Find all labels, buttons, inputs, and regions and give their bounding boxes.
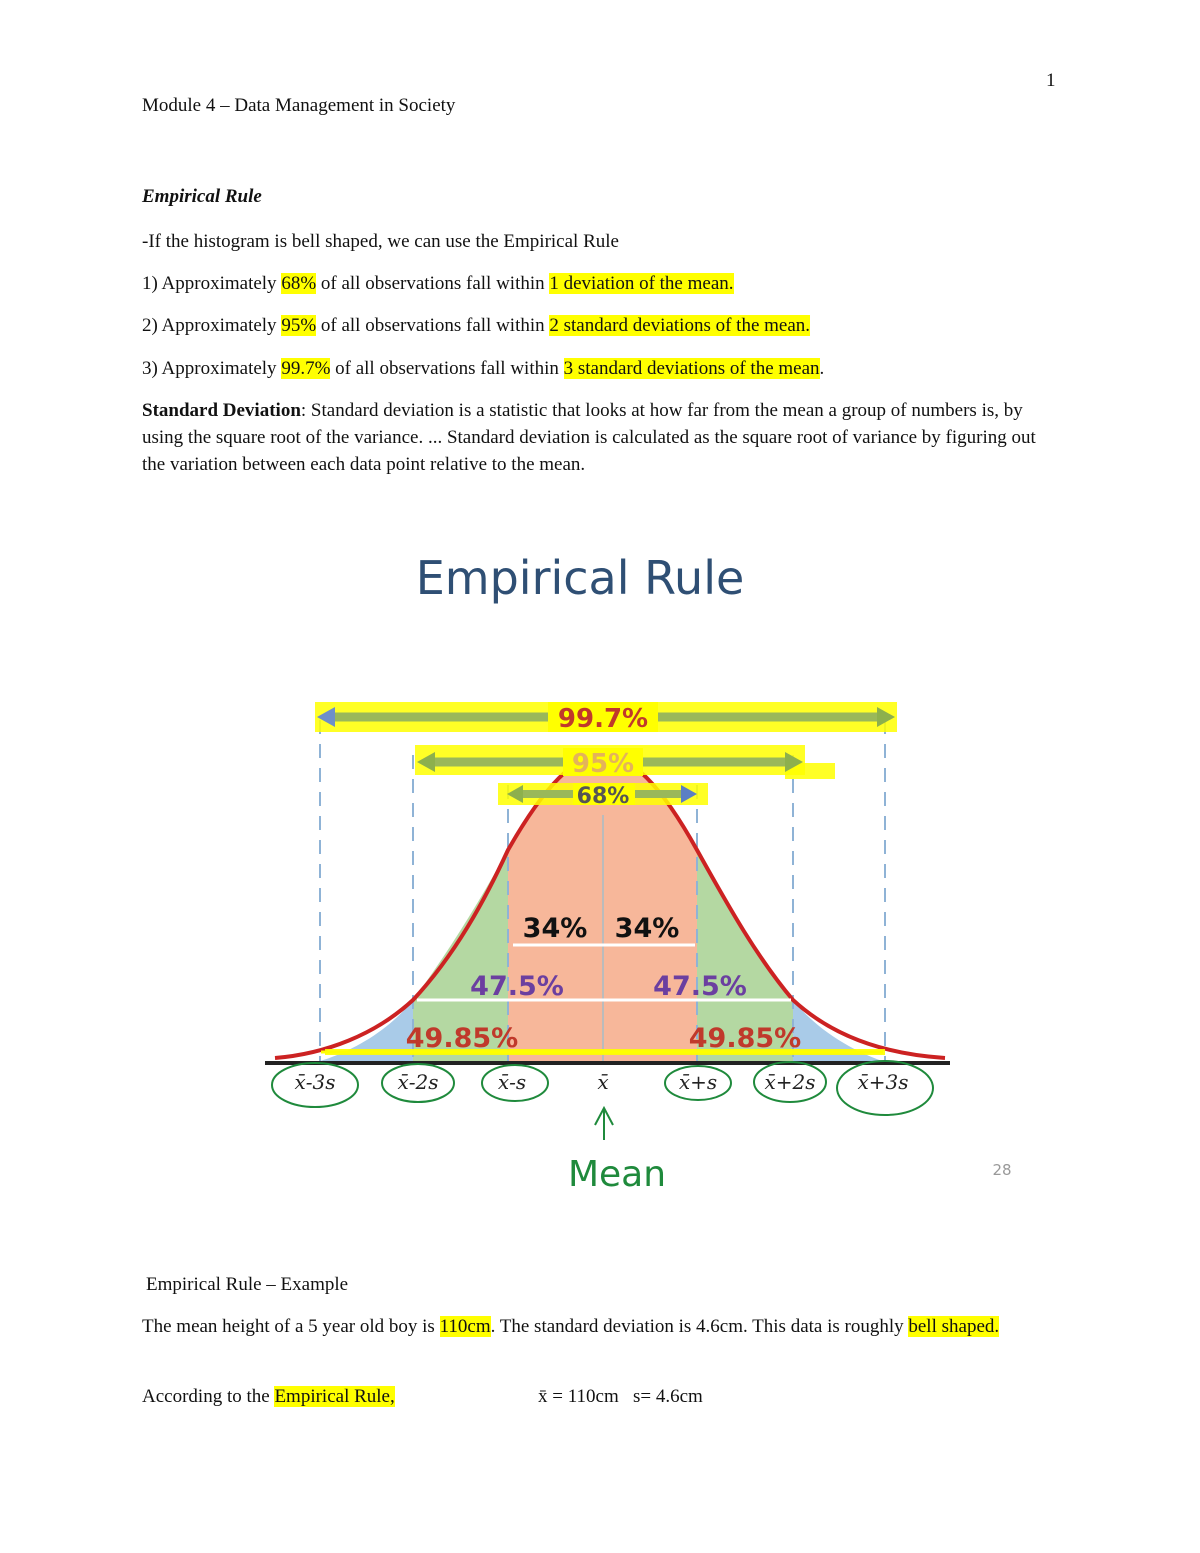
span-label-99-7: 99.7% (557, 704, 649, 734)
example-rule-line: According to the Empirical Rule, (142, 1386, 395, 1407)
page-header: Module 4 – Data Management in Society (142, 95, 456, 116)
rule-1: 1) Approximately 68% of all observations fall within 1 deviation of the mean. (142, 273, 734, 294)
example-formula: x̄ = 110cm s= 4.6cm (538, 1386, 703, 1407)
figure-title: Empirical Rule (415, 551, 745, 605)
empirical-rule-figure (255, 540, 1015, 1200)
example-statement: The mean height of a 5 year old boy is 110cm. The standard deviation is 4.6cm. This data is roughly bell shaped. (142, 1316, 1000, 1337)
example-bell-shaped: bell shaped. (908, 1316, 1000, 1337)
label-49-85-left: 49.85% (405, 1023, 519, 1054)
example-mean-value: 110cm (439, 1316, 491, 1337)
rule-1-percent: 68% (281, 273, 317, 294)
span-label-68: 68% (576, 784, 630, 809)
axis-label-minus-s: x̄-s (497, 1070, 527, 1094)
rule-3-range: 3 standard deviations of the mean (563, 358, 820, 379)
axis-label-mean: x̄ (597, 1070, 609, 1094)
rule-3-percent: 99.7% (281, 358, 331, 379)
mean-arrow-icon (595, 1108, 613, 1140)
example-title: Empirical Rule – Example (146, 1274, 349, 1295)
span-label-95: 95% (571, 749, 635, 779)
intro-text: -If the histogram is bell shaped, we can use the Empirical Rule (142, 231, 619, 252)
label-49-85-right: 49.85% (688, 1023, 802, 1054)
page-number: 1 (1046, 70, 1056, 91)
label-47-5-right: 47.5% (653, 971, 747, 1002)
mean-annotation: Mean (567, 1154, 667, 1195)
axis-label-minus-2s: x̄-2s (397, 1070, 439, 1094)
slide-number: 28 (992, 1161, 1012, 1179)
example-empirical-rule: Empirical Rule, (274, 1386, 395, 1407)
std-dev-term: Standard Deviation (142, 400, 301, 421)
label-34-left: 34% (522, 913, 588, 944)
rule-2: 2) Approximately 95% of all observations fall within 2 standard deviations of the mean. (142, 315, 811, 336)
label-47-5-left: 47.5% (470, 971, 564, 1002)
axis-label-plus-s: x̄+s (678, 1070, 718, 1094)
label-34-right: 34% (614, 913, 680, 944)
axis-label-plus-3s: x̄+3s (857, 1070, 909, 1094)
std-dev-definition: Standard Deviation: Standard deviation is a statistic that looks at how far from the mean a group of numbers is, by using the square root of the variance. ... Standard deviation is calculated as the square root of variance by figuring out the variation between each data point relative to the mean. (142, 400, 1036, 475)
axis-label-plus-2s: x̄+2s (764, 1070, 816, 1094)
rule-3: 3) Approximately 99.7% of all observations fall within 3 standard deviations of the mean. (142, 358, 825, 379)
section-heading: Empirical Rule (142, 186, 262, 207)
rule-1-range: 1 deviation of the mean. (549, 273, 734, 294)
rule-2-percent: 95% (281, 315, 317, 336)
rule-2-range: 2 standard deviations of the mean. (549, 315, 811, 336)
axis-label-minus-3s: x̄-3s (294, 1070, 336, 1094)
